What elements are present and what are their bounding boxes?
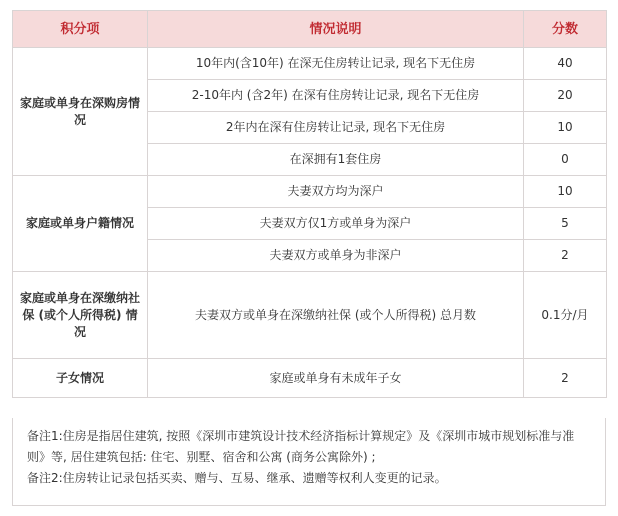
row-description: 夫妻双方均为深户 [148, 176, 524, 208]
table-row [13, 359, 607, 398]
row-score: 2 [524, 359, 607, 398]
category-housing: 家庭或单身在深购房情况 [13, 48, 148, 176]
row-description: 2年内在深有住房转让记录, 现名下无住房 [148, 112, 524, 144]
row-description: 夫妻双方仅1方或单身为深户 [148, 208, 524, 240]
table-row [13, 48, 607, 80]
row-description: 10年内(含10年) 在深无住房转让记录, 现名下无住房 [148, 48, 524, 80]
points-table [12, 10, 607, 398]
note-2: 备注2:住房转让记录包括买卖、赠与、互易、继承、遗赠等权利人变更的记录。 [27, 471, 447, 485]
row-score: 2 [524, 240, 607, 272]
row-score: 40 [524, 48, 607, 80]
header-score: 分数 [524, 11, 607, 48]
row-description: 2-10年内 (含2年) 在深有住房转让记录, 现名下无住房 [148, 80, 524, 112]
row-description: 夫妻双方或单身在深缴纳社保 (或个人所得税) 总月数 [148, 272, 524, 359]
note-1: 备注1:住房是指居住建筑, 按照《深圳市建筑设计技术经济指标计算规定》及《深圳市城市规划标准与准则》等, 居住建筑包括: 住宅、别墅、宿舍和公寓 (商务公寓除外) ; [27, 429, 575, 464]
category-hukou: 家庭或单身户籍情况 [13, 176, 148, 272]
row-score: 5 [524, 208, 607, 240]
header-description: 情况说明 [148, 11, 524, 48]
category-social-security: 家庭或单身在深缴纳社保 (或个人所得税) 情况 [13, 272, 148, 359]
table-row [13, 272, 607, 359]
row-score: 10 [524, 176, 607, 208]
row-score: 10 [524, 112, 607, 144]
notes-box [12, 418, 606, 506]
category-children: 子女情况 [13, 359, 148, 398]
row-score: 0 [524, 144, 607, 176]
row-description: 在深拥有1套住房 [148, 144, 524, 176]
row-score: 0.1分/月 [524, 272, 607, 359]
table-row [13, 176, 607, 208]
row-score: 20 [524, 80, 607, 112]
row-description: 夫妻双方或单身为非深户 [148, 240, 524, 272]
table-header-row [13, 11, 607, 48]
row-description: 家庭或单身有未成年子女 [148, 359, 524, 398]
header-item: 积分项 [13, 11, 148, 48]
